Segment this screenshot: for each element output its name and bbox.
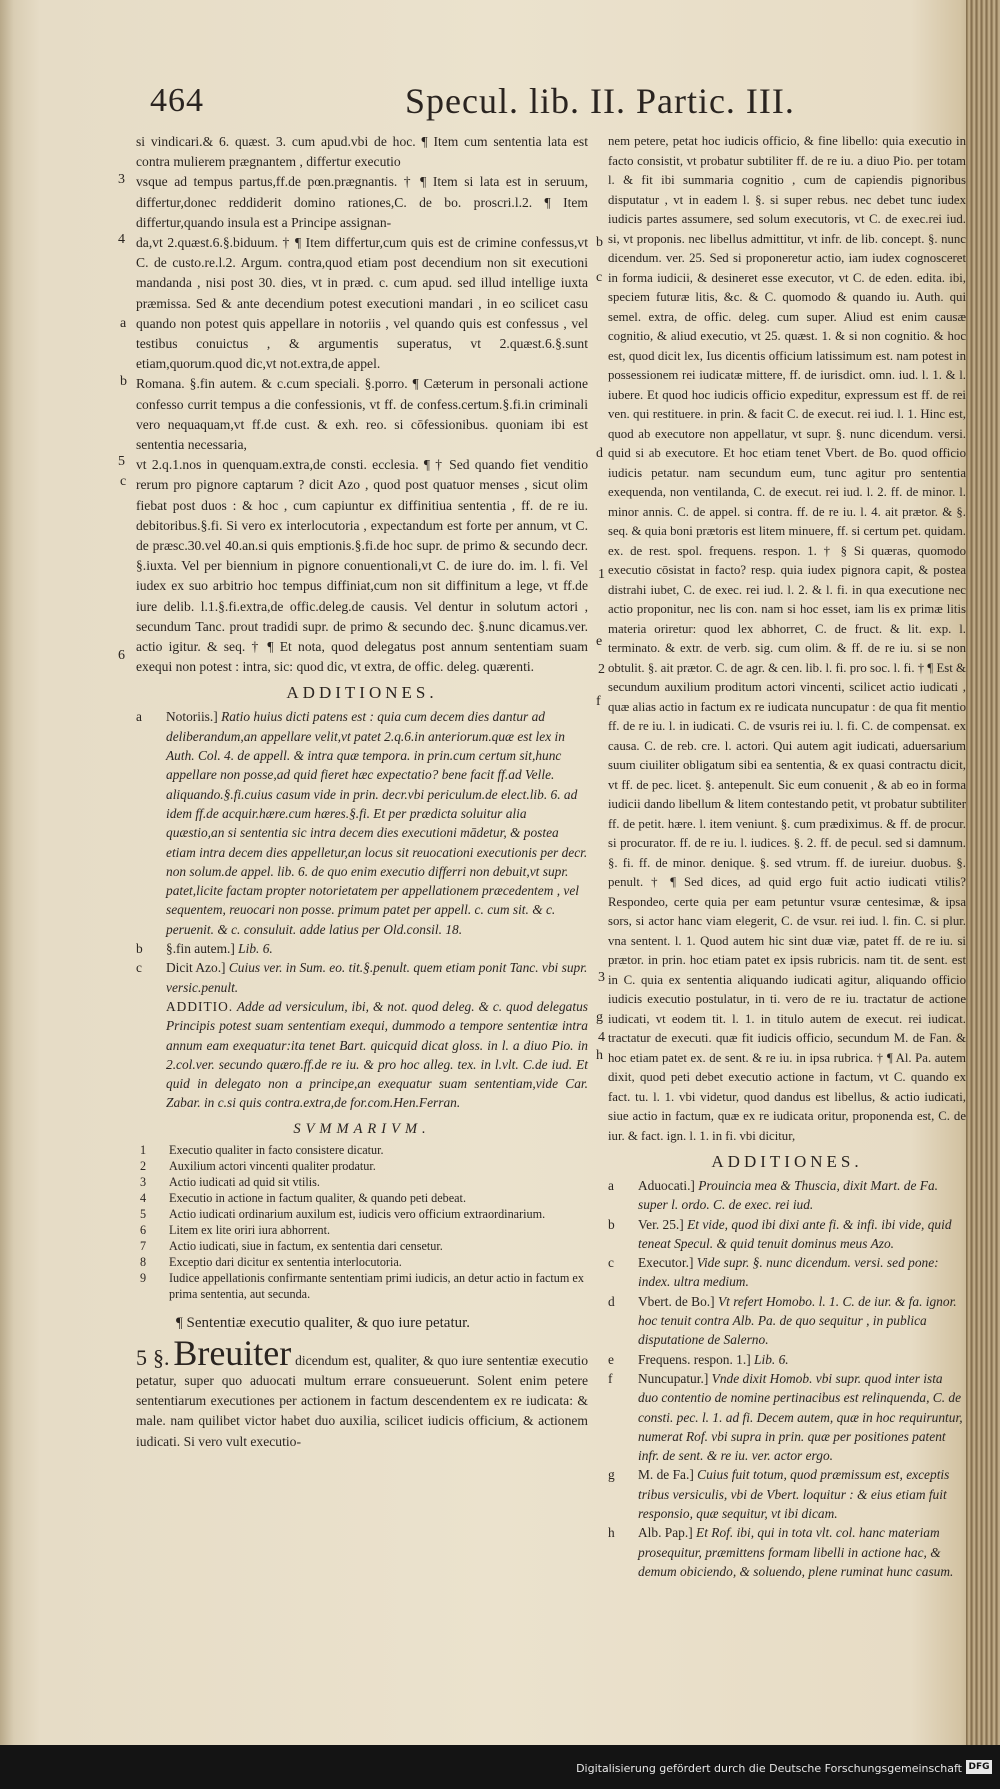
- annotation-label: b: [608, 1216, 615, 1232]
- margin-marker: f: [596, 694, 601, 709]
- summarium-number: 4: [140, 1190, 147, 1205]
- additio-label: ADDITIO.: [166, 998, 234, 1014]
- dfg-logo: DFG: [966, 1760, 992, 1774]
- footer-credit: Digitalisierung gefördert durch die Deutsche Forschungsgemeinschaft: [576, 1762, 962, 1775]
- additio-text: Adde ad versiculum, ibi, & not. quod deleg. & c. quod delegatus Principis potest suam sententiam exequi, dummodo a tempore sententiæ intra annum eam exequatur:ita tenet Bart. quicquid dicat gloss. in l. a diuo Pio. in 2.col.ver. secundo quæro.ff.de re iu. & pro hoc alleg. tex. in l.vlt. C.de iud. Et quid in delegato non a principe,an exequatur suam sententiam,vide Car. Zabar. in c.si quis contra.extra,de for.com.Hen.Ferran.: [166, 998, 589, 1111]
- annotation-entry: [136, 958, 588, 997]
- summarium-item: [136, 1190, 588, 1206]
- annotation-lemma: Notoriis.]: [166, 709, 218, 725]
- section-paragraph: [136, 1332, 589, 1452]
- annotation-label: d: [608, 1293, 615, 1309]
- summarium-text: Auxilium actori vincenti qualiter prodatur.: [169, 1158, 376, 1173]
- margin-marker: 3: [598, 970, 605, 985]
- annotation-label: e: [608, 1351, 614, 1367]
- margin-marker: d: [596, 446, 603, 461]
- annotation-lemma: Frequens. respon. 1.]: [638, 1351, 751, 1367]
- annotation-text: Cuius ver. in Sum. eo. tit.§.penult. quem etiam ponit Tanc. vbi supr. versic.penult.: [166, 960, 588, 995]
- annotation-entry: [136, 707, 588, 939]
- body-paragraph: da,vt 2.quæst.6.§.biduum. † ¶ Item differtur,cum quis est de crimine confessus,vt C. de custo.re.l.2. Argum. contra,quod etiam post decendium non sit executioni mandanda , nisi post 30. dies, vt in præd. c. cum apud. sed illud intellige iuxta præmissa. Sed & ante decendium potest executioni mandari , in eo scilicet casu quando non potest quis appellare in notoriis , vel quando quis est confessus , vel testibus conuictus , & argumentis superatus, vt 2.quæst.6.§.sunt etiam,quorum.quod dic,vt not.extra,de appel.: [136, 235, 588, 372]
- margin-marker: c: [120, 474, 127, 489]
- annotation-label: c: [136, 960, 142, 976]
- section-title: ¶ Sententiæ executio qualiter, & quo iure petatur.: [176, 1314, 471, 1331]
- summarium-text: Exceptio dari dicitur ex sententia interlocutoria.: [169, 1254, 402, 1269]
- margin-marker: e: [596, 634, 603, 649]
- annotation-label: c: [608, 1255, 614, 1271]
- annotation-text: Cuius fuit totum, quod præmissum est, exceptis tribus versiculis, vbi de Vbert. loquitur : & eius etiam fuit responsio, quæ sequitur, vt ibi dicam.: [638, 1467, 950, 1522]
- summarium-text: Litem ex lite oriri iura abhorrent.: [169, 1222, 331, 1237]
- summarium-text: Executio in actione in factum qualiter, & quando peti debeat.: [169, 1190, 466, 1205]
- summarium-list: [136, 1142, 588, 1302]
- margin-marker: c: [596, 270, 603, 285]
- summarium-number: 2: [140, 1158, 147, 1173]
- summarium-item: [136, 1206, 588, 1222]
- margin-marker: h: [596, 1048, 603, 1063]
- annotation-label: g: [608, 1467, 615, 1483]
- summarium-item: [136, 1254, 588, 1270]
- summarium-item: [136, 1142, 588, 1158]
- summarium-text: Actio iudicati, siue in factum, ex sententia dari censetur.: [169, 1238, 443, 1253]
- summarium-item: [136, 1174, 588, 1190]
- annotation-entry: [136, 939, 588, 958]
- annotation-text: Prouincia mea & Thuscia, dixit Mart. de Fa. super l. ordo. C. de exec. rei iud.: [638, 1178, 939, 1213]
- section-marker: 5 §.: [136, 1344, 170, 1370]
- annotation-lemma: Dicit Azo.]: [166, 960, 226, 976]
- annotation-text: Et Rof. ibi, qui in tota vlt. col. hanc materiam prosequitur, præmittens formam libelli in actione hac, & demum obiciendo, & soluendo, plene ruminat hunc casum.: [638, 1525, 954, 1579]
- section-initial-word: Breuiter: [173, 1332, 292, 1373]
- summarium-number: 8: [140, 1254, 147, 1269]
- margin-marker: b: [120, 374, 127, 389]
- annotation-label: a: [136, 709, 142, 725]
- left-column: [136, 132, 588, 1452]
- summarium-number: 7: [140, 1238, 147, 1253]
- summarium-number: 3: [140, 1174, 147, 1189]
- annotation-entry: [608, 1369, 966, 1465]
- annotation-lemma: Alb. Pap.]: [638, 1525, 693, 1541]
- body-paragraph: vt 2.q.1.nos in quenquam.extra,de consti. ecclesia. ¶ † Sed quando fiet venditio rerum pro pignore captarum ? dicit Azo , quod post quatuor menses , sicut olim fiebat post duos : & hoc , cum capiuntur ex diffinitiua sententia , ff. de re iu. debitoribus.§.fi. Si vero ex interlocutoria , expectandum est forte per annum, vt C. de præsc.30.vel 40.an.si quis emptionis.§.fi.de hoc supr. de primo & secundo decr. §.iuxta. Vel per biennium in pignore conuentionali,vt C. de iure do. im. l. fi. Vel iudex ex suo arbitrio hoc tempus diffiniat,cum non sit diffinitum a lege, vt ff.de iure delib. l.1.§.fi.extra,de offic.deleg.de causis. Vel dentur in solutum actori , secundum Tanc. prout tradidi supr. de primo & secundo dec. §.nunc dicamus.ver. actio igitur. & seq. † ¶ Et nota, quod delegatus post annum sententiam suam exequi non potest : intra, sic: quod dic, vt extra, de offic. deleg. quærenti.: [136, 457, 588, 675]
- margin-marker: 6: [118, 648, 125, 663]
- summarium-item: [136, 1270, 588, 1302]
- annotation-lemma: §.fin autem.]: [166, 941, 235, 957]
- additio-paragraph: [136, 997, 588, 1113]
- summarium-text: Actio iudicati ad quid sit vtilis.: [169, 1174, 320, 1189]
- annotation-entry: [608, 1292, 966, 1350]
- summarium-item: [136, 1238, 588, 1254]
- page-edge-stack: [966, 0, 1000, 1745]
- annotation-text: Vt refert Homobo. l. 1. C. de iur. & fa. ignor. hoc tenuit contra Alb. Pa. de quo sequitur , in publica disputatione de Salerno.: [638, 1293, 957, 1348]
- body-paragraph: si vindicari.& 6. quæst. 3. cum apud.vbi de hoc. ¶ Item cum sententia lata est contra mulierem prægnantem , differtur executio: [136, 134, 588, 170]
- annotation-text: Et vide, quod ibi dixi ante fi. & infi. ibi vide, quid teneat Specul. & quid tenuit dominus meus Azo.: [638, 1216, 952, 1251]
- summarium-number: 1: [140, 1142, 147, 1157]
- summarium-text: Actio iudicati ordinarium auxilum est, iudicis vero officium extraordinarium.: [169, 1206, 546, 1221]
- annotation-lemma: Nuncupatur.]: [638, 1370, 709, 1386]
- margin-marker: 4: [118, 232, 125, 247]
- annotation-entry: [608, 1350, 966, 1369]
- annotation-entry: [608, 1215, 966, 1254]
- section-text: dicendum est, qualiter, & quo iure sententiæ executio petatur, super quo aduocati multum errare consueuerunt. Solent enim petere sententiarum executiones per actionem in factum descendentem ex re iudicata: & male. nam quilibet victor habet duo auxilia, scilicet iudicis officium, & actionem iudicati. Si vero vult executio-: [136, 1352, 589, 1449]
- margin-marker: g: [596, 1010, 603, 1025]
- annotation-entry: [608, 1465, 966, 1523]
- margin-marker: b: [596, 235, 603, 250]
- margin-marker: 5: [118, 454, 125, 469]
- right-column: [608, 132, 966, 1581]
- running-title: Specul. lib. II. Partic. III.: [405, 81, 795, 121]
- annotation-label: a: [608, 1178, 614, 1193]
- annotation-lemma: Executor.]: [638, 1255, 694, 1271]
- summarium-number: 6: [140, 1222, 147, 1237]
- summarium-item: [136, 1158, 588, 1174]
- annotation-text: Vnde dixit Homob. vbi supr. quod inter ista duo contentio de nomine pertinacibus est relinquenda, C. de consti. pec. l. 1. ad fi. Decem autem, quæ in hoc requiruntur, numerat Rof. vbi supra in prin. quæ per positiones patent infr. de sent. & re iu. ver. actor ergo.: [638, 1370, 963, 1464]
- annotation-label: f: [608, 1370, 613, 1386]
- summarium-number: 5: [140, 1206, 147, 1221]
- summarium-item: [136, 1222, 588, 1238]
- annotation-lemma: Ver. 25.]: [638, 1216, 684, 1232]
- annotation-entry: [608, 1176, 966, 1215]
- additiones-heading: ADDITIONES.: [711, 1152, 863, 1171]
- margin-marker: 1: [598, 567, 605, 582]
- annotation-lemma: Aduocati.]: [638, 1178, 695, 1193]
- body-paragraph: nem petere, petat hoc iudicis officio, & fine libello: quia executio in facto consistit, vt probatur subtiliter ff. de re iu. a diuo Pio. per totam l. & fit ibi summaria cognitio , cum de capiendis pignoribus disputatur , vt in eadem l. §. si super rebus. nec debet tunc iudex iudicis partes assumere, sed solum executoris, vt C. de exec.rei iud. si, vt proponis. nec libellus admittitur, vt infr. de lib. concept. §. nunc dicendum. ver. 25. Sed si proponeretur actio, iam iudex cognosceret in forma iudicii, & desineret esse executor, vt C. de eden. edita. ibi, speciem futuræ litis, &c. & C. quomodo & quando iu. Auth. qui semel. extra, de offic. deleg. cum super. Aliud est enim causæ cognitio, & aliud executio, vt 25. quæst. 1. & si non cognitio. & hoc est, quod dicit lex, Ius dicentis officium latissimum est. nam potest in possessionem rei iudicatæ mittere, ff. de iurisdict. omn. iud. l. 1. & l. iubere. Et quod hoc iudicis officio expeditur, expressum est ff. de rei ven. qui restituere. in prin. & facit C. de execut. rei iud. l. 1. Hinc est, quod ab executore non appellatur, vt supr. §. nunc dicendum. versi. quid si ab executore. Et hoc etiam tenet Vbert. de Bo. quod officio iudicis petatur. nam secundum eum, tunc agitur pro sententia exequenda, non ventilanda, C. de execut. rei iud. l. 2. ff. de minor. l. minor annis. C. de appel. si contra. ff. de re iu. l. 4. ait prætor. & §. seq. & quia boni prætoris est litem minuere, ff. si certum pet. quidam. ex. de rest. spol. frequens. respon. 1. † § Si quæras, quomodo executio cōsistat in facto? resp. quia iudex pignora capit, & postea distrahi iubet, C. de exec. rei iud. l. 2. & l. fi. in qua executione nec actio proponitur, nec lis con. nam si hoc esset, iam lis ex primæ litis materia oriretur: quod lex abhorret, C. de fruct. & lit. exp. l. terminato. & extr. de verb. sig. cum olim. & ff. de re iu. si se non obtulit. §. ait prætor. C. de agr. & cen. lib. l. fi. pro soc. l. fi. † ¶ Est & secundum auxilium proditum actori vincenti, scilicet actio iudicati , quæ alias actio in factum ex re iudicata nuncupatur : de qua fit mentio ff. de re iu. l. in iudicati. C. de vsuris rei iu. l. fi. C. de compensat. ex causa. C. de reb. cre. l. actori. Qui autem agit iudicati, aduersarium suum ciuiliter obligatum sibi ea sententia, & ex quasi contractu dicit, vt ff. de pec. licet. §. antepenult. Sic eum conuenit , & ab eo in forma iudicii dando libellum & litem contestando petit, vt probatur subtiliter ff. de petit. hære. l. item veniunt. §. cum prædiximus. & ff. de procur. si procurator. ff. de re iu. l. iudices. §. 2. ff. de pecul. sed si damnum. §. fi. ff. de minor. denique. §. sed vtrum. ff. de iureiur. duobus. §. penult. † ¶ Sed dices, ad quid ergo fuit actio iudicati vtilis? Respondeo, certe quia per eam petuntur vsuræ centesimæ, & ipsa sors, si actor hanc viam elegerit, C. de vsur. rei iud. l. fin. C. si plur. vna sentent. l. 1. Quod autem hic sint duæ viæ, patet ff. de re iu. si prætor. in prin. hoc etiam patet ex ipsis rubricis. nam tit. de sent. est in C. quia ex sententia aliquando iudicati agitur, aliquando officio iudicis executio postulatur, in ti. vero de re iu. tractatur de actione iudicati, vt eodem tit. l. 1. in titulo autem de execut. rei iudicat. tractatur de executi. quæ fit iudicis officio, secundum M. de Fan. & hoc etiam patet ex. de sent. & re iu. in ipsa rubrica. † ¶ Al. Pa. autem dixit, quod peti debet executio actione in factum, vt C. quando ex fact. tu. l. 1. vbi videtur, quod dandus est libellus, & actio iudicati, siue actio in factum, quæ ex re iudicata oritur, proponenda est, C. de iur. & fact. ign. l. 1. in fi. vbi dicitur,: [608, 134, 966, 1143]
- annotation-lemma: M. de Fa.]: [638, 1467, 694, 1483]
- annotation-text: Vide supr. §. nunc dicendum. versi. sed pone: index. ultra medium.: [638, 1255, 939, 1290]
- margin-marker: 2: [598, 662, 605, 677]
- annotation-label: b: [136, 941, 143, 957]
- summarium-heading: SVMMARIVM.: [293, 1120, 431, 1137]
- body-paragraph: vsque ad tempus partus,ff.de pœn.prægnantis. † ¶ Item si lata est in seruum, differtur,donec reddiderit domino rationes,C. de bo. proscri.l.2. ¶ Item differtur,quando insula est a Principe assignan-: [136, 174, 588, 230]
- annotation-text: Ratio huius dicti patens est : quia cum decem dies dantur ad deliberandum,an appellare velit,vt patet 2.q.6.in anteriorum.quæ est lex in Auth. Col. 4. de appell. & intra quæ tempora. in prin.cum certum sit,hunc appellare non posse,ad quid fieret hæc expectatio? bene facit ff.ad Velle. aliquando.§.fi.cuius casum vide in prin. decr.vbi periculum.de elect.lib. 6. ad idem ff.de acquir.hære.cum hæres.§.fi. Et per prædicta soluitur alia quæstio,an si sententia sic intra decem dies executioni mādetur, & postea etiam intra decem dies appelletur,an locus sit reuocationi executionis per decr. non solum.de appel. lib. 6. de quo enim executio differri non debuit,vt supr. patet,licite factam propter notorietatem per appellationem præcedentem , vel sequentem, reuocari non posse. primum patet per appell. c. cum sit. & c. peruenit. & c. consuluit. adde latius per Old.consil. 18.: [166, 709, 588, 937]
- margin-marker: 3: [118, 172, 125, 187]
- margin-marker: 4: [598, 1030, 605, 1045]
- annotation-lemma: Vbert. de Bo.]: [638, 1293, 715, 1309]
- annotation-entry: [608, 1253, 966, 1292]
- additiones-heading: ADDITIONES.: [286, 683, 438, 703]
- annotation-text: Lib. 6.: [238, 941, 273, 957]
- body-paragraph: Romana. §.fin autem. & c.cum speciali. §.porro. ¶ Cæterum in personali actione confesso currit tempus a die confessionis, vt ff. de confess.certum.§.fi.in criminali vero nequaquam,vt ff.de cust. & exh. reo. si cōfessionibus. quoniam ibi est sententia necessaria,: [136, 376, 588, 453]
- annotation-text: Lib. 6.: [754, 1351, 789, 1367]
- page-number: 464: [150, 82, 204, 119]
- summarium-number: 9: [140, 1270, 147, 1285]
- summarium-text: Iudice appellationis confirmante sententiam primi iudicis, an detur actio in factum ex prima sententia, aut secunda.: [169, 1270, 584, 1301]
- annotation-entry: [608, 1523, 966, 1581]
- annotation-label: h: [608, 1525, 615, 1541]
- margin-marker: a: [120, 316, 127, 331]
- summarium-text: Executio qualiter in facto consistere dicatur.: [169, 1142, 384, 1157]
